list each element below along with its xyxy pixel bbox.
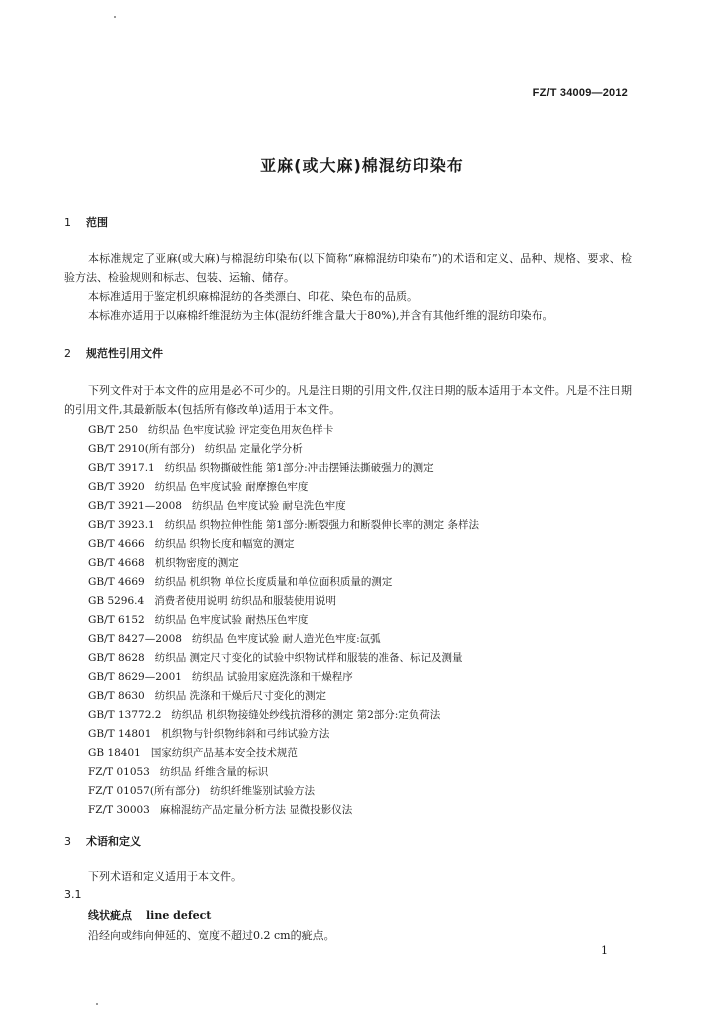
reference-code: GB/T 4669 — [88, 576, 145, 588]
reference-item — [88, 497, 479, 516]
term-entry — [88, 907, 211, 923]
reference-code: GB/T 13772.2 — [88, 709, 162, 721]
term-english: line defect — [146, 909, 212, 922]
reference-item — [88, 782, 479, 801]
page-number: 1 — [601, 944, 608, 957]
scan-dot — [114, 16, 116, 18]
reference-code: GB/T 3923.1 — [88, 519, 155, 531]
term-definition: 沿经向或纬向伸延的、宽度不超过0.2 cm的疵点。 — [88, 929, 335, 942]
reference-title: 纺织品 纤维含量的标识 — [159, 766, 269, 778]
reference-code: GB/T 8630 — [88, 690, 145, 702]
reference-code: FZ/T 01053 — [88, 766, 150, 778]
reference-item — [88, 611, 479, 630]
reference-title: 纺织品 色牢度试验 耐摩擦色牢度 — [154, 481, 309, 493]
reference-item — [88, 421, 479, 440]
reference-title: 纺织品 色牢度试验 耐人造光色牢度:氙弧 — [191, 633, 381, 645]
section-1-heading — [64, 214, 108, 230]
reference-item — [88, 478, 479, 497]
reference-code: GB/T 14801 — [88, 728, 152, 740]
reference-item — [88, 573, 479, 592]
reference-title: 机织物密度的测定 — [154, 557, 239, 569]
paragraph: 下列文件对于本文件的应用是必不可少的。凡是注日期的引用文件,仅注日期的版本适用于本文件。凡是不注日期的引用文件,其最新版本(包括所有修改单)适用于本文件。 — [64, 384, 632, 416]
reference-title: 消费者使用说明 纺织品和服装使用说明 — [154, 595, 337, 607]
reference-item — [88, 763, 479, 782]
reference-item — [88, 744, 479, 763]
term-chinese: 线状疵点 — [88, 909, 132, 922]
paragraph: 本标准规定了亚麻(或大麻)与棉混纺印染布(以下简称“麻棉混纺印染布”)的术语和定义、品种、规格、要求、检验方法、检验规则和标志、包装、运输、储存。 — [64, 252, 632, 284]
reference-item — [88, 668, 479, 687]
reference-item — [88, 649, 479, 668]
reference-code: GB/T 250 — [88, 424, 139, 436]
reference-item — [88, 706, 479, 725]
reference-item — [88, 687, 479, 706]
reference-code: GB/T 4668 — [88, 557, 145, 569]
reference-code: FZ/T 01057(所有部分) — [88, 785, 201, 797]
reference-item — [88, 592, 479, 611]
reference-code: GB 18401 — [88, 747, 141, 759]
reference-title: 纺织品 色牢度试验 评定变色用灰色样卡 — [148, 424, 334, 436]
reference-code: GB/T 3917.1 — [88, 462, 155, 474]
reference-title: 纺织品 织物长度和幅宽的测定 — [154, 538, 295, 550]
document-code: FZ/T 34009—2012 — [532, 87, 628, 99]
section-number: 2 — [64, 347, 71, 360]
reference-item — [88, 725, 479, 744]
section-title: 范围 — [86, 216, 108, 229]
reference-title: 纺织纤维鉴别试验方法 — [210, 785, 316, 797]
section-title: 规范性引用文件 — [86, 347, 163, 360]
section-2-heading — [64, 345, 163, 361]
reference-title: 纺织品 织物撕破性能 第1部分:冲击摆锤法撕破强力的测定 — [164, 462, 434, 474]
scan-dot — [96, 1003, 98, 1005]
page-title: 亚麻(或大麻)棉混纺印染布 — [260, 156, 464, 175]
reference-item — [88, 440, 479, 459]
reference-title: 纺织品 试验用家庭洗涤和干燥程序 — [191, 671, 353, 683]
reference-code: GB/T 3921—2008 — [88, 500, 182, 512]
reference-item — [88, 801, 479, 820]
section-number: 3 — [64, 835, 71, 848]
section-title: 术语和定义 — [86, 835, 141, 848]
reference-title: 纺织品 机织物接缝处纱线抗滑移的测定 第2部分:定负荷法 — [171, 709, 441, 721]
reference-code: FZ/T 30003 — [88, 804, 150, 816]
reference-title: 纺织品 测定尺寸变化的试验中织物试样和服装的准备、标记及测量 — [154, 652, 463, 664]
reference-title: 纺织品 色牢度试验 耐热压色牢度 — [154, 614, 309, 626]
reference-code: GB/T 8628 — [88, 652, 145, 664]
reference-code: GB/T 8629—2001 — [88, 671, 182, 683]
reference-code: GB/T 2910(所有部分) — [88, 443, 195, 455]
reference-title: 纺织品 洗涤和干燥后尺寸变化的测定 — [154, 690, 327, 702]
reference-code: GB/T 6152 — [88, 614, 145, 626]
reference-code: GB 5296.4 — [88, 595, 145, 607]
reference-title: 国家纺织产品基本安全技术规范 — [150, 747, 298, 759]
reference-title: 机织物与针织物纬斜和弓纬试验方法 — [161, 728, 330, 740]
reference-title: 纺织品 定量化学分析 — [204, 443, 303, 455]
section-3-heading — [64, 833, 141, 849]
reference-title: 纺织品 织物拉伸性能 第1部分:断裂强力和断裂伸长率的测定 条样法 — [164, 519, 479, 531]
paragraph: 下列术语和定义适用于本文件。 — [88, 870, 242, 883]
reference-item — [88, 554, 479, 573]
reference-code: GB/T 8427—2008 — [88, 633, 182, 645]
reference-title: 纺织品 机织物 单位长度质量和单位面积质量的测定 — [154, 576, 393, 588]
reference-item — [88, 459, 479, 478]
normative-references-list — [88, 421, 479, 820]
term-number: 3.1 — [64, 888, 82, 901]
reference-code: GB/T 3920 — [88, 481, 145, 493]
reference-title: 麻棉混纺产品定量分析方法 显微投影仪法 — [159, 804, 353, 816]
paragraph: 本标准适用于鉴定机织麻棉混纺的各类漂白、印花、染色布的品质。 — [88, 290, 418, 303]
paragraph: 本标准亦适用于以麻棉纤维混纺为主体(混纺纤维含量大于80%),并含有其他纤维的混纺印染布。 — [88, 309, 554, 322]
reference-item — [88, 516, 479, 535]
reference-item — [88, 535, 479, 554]
reference-code: GB/T 4666 — [88, 538, 145, 550]
reference-title: 纺织品 色牢度试验 耐皂洗色牢度 — [191, 500, 346, 512]
reference-item — [88, 630, 479, 649]
section-number: 1 — [64, 216, 71, 229]
